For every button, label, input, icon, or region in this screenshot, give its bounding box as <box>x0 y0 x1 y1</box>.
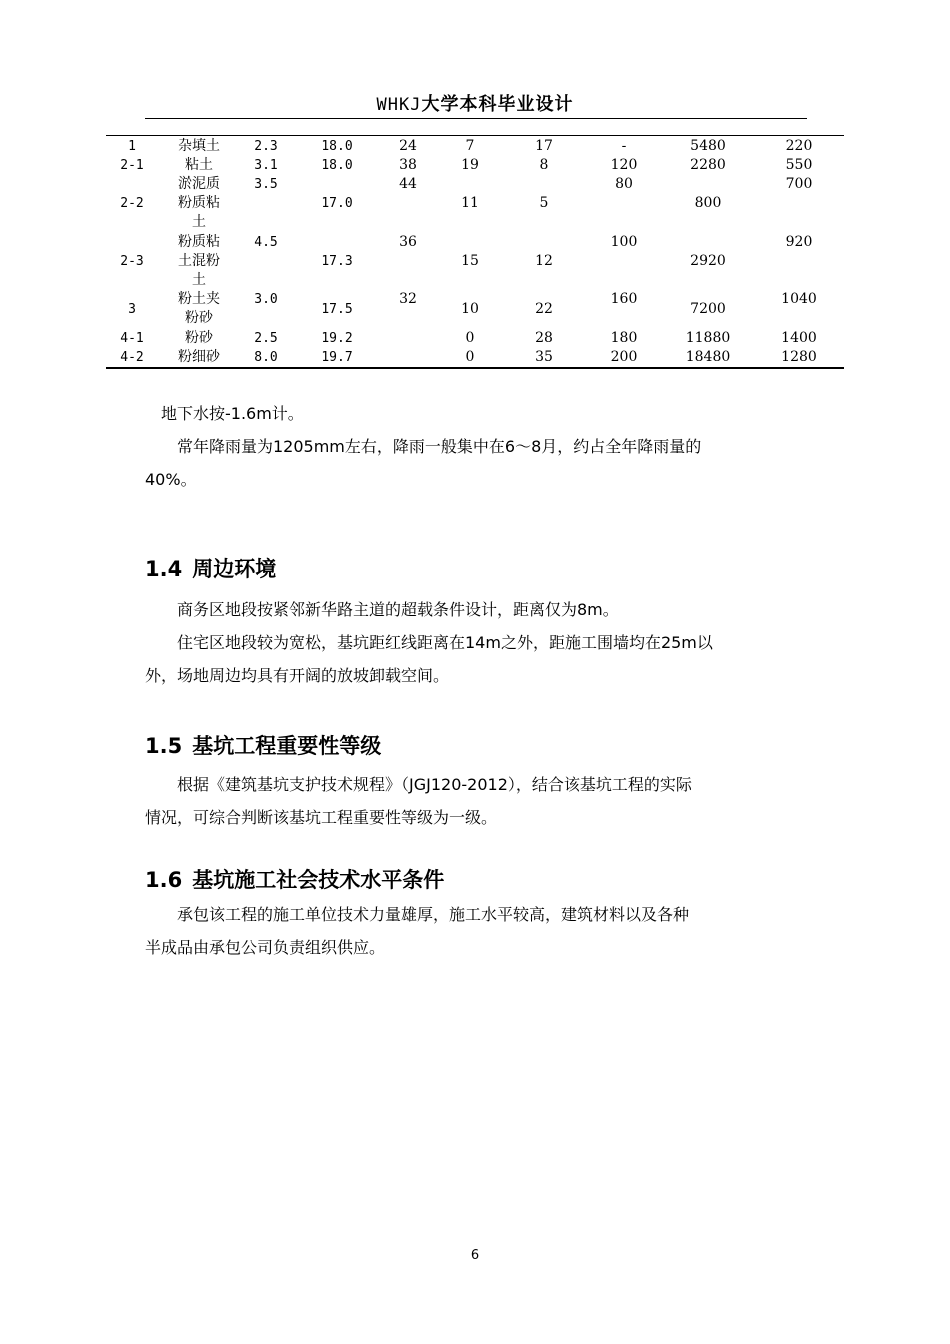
page-number: 6 <box>470 1248 480 1263</box>
table-cell-phi: 17 <box>535 138 553 154</box>
header-prefix: WHKJ <box>376 95 422 115</box>
table-cell-k: 180 <box>610 330 638 346</box>
table-cell-soil: 粉质粘 <box>178 195 220 211</box>
paragraph-line: 根据《建筑基坑支护技术规程》（JGJ120-2012），结合该基坑工程的实际 <box>177 775 692 794</box>
table-top-rule <box>106 135 844 136</box>
table-cell-gamma: 18.0 <box>321 158 353 173</box>
table-cell-c: 10 <box>461 301 479 317</box>
table-cell-fak: 220 <box>785 138 813 154</box>
rainfall-line: 常年降雨量为1205mm左右，降雨一般集中在6～8月，约占全年降雨量的 <box>177 437 702 456</box>
table-cell-fak: 920 <box>785 234 813 250</box>
table-cell-soil: 粉砂 <box>185 330 213 346</box>
table-bottom-rule <box>106 367 844 369</box>
table-cell-no: 4-2 <box>120 350 144 365</box>
table-cell-thick: 3.1 <box>254 158 278 173</box>
table-cell-fak: 1400 <box>781 330 817 346</box>
table-cell-es: 2920 <box>690 253 726 269</box>
table-cell-c: 7 <box>465 138 475 154</box>
table-cell-es: 18480 <box>685 349 731 365</box>
table-cell-phi: 5 <box>539 195 549 211</box>
table-cell-es: 11880 <box>685 330 731 346</box>
table-cell-c: 11 <box>461 195 479 211</box>
table-cell-soil: 淤泥质 <box>178 176 220 192</box>
table-cell-k: 100 <box>610 234 638 250</box>
section-title: 周边环境 <box>192 557 277 581</box>
table-cell-gamma: 18.0 <box>321 139 353 154</box>
table-cell-c: 0 <box>465 349 475 365</box>
table-cell-k: - <box>621 138 627 154</box>
table-cell-soil: 杂填土 <box>178 138 220 154</box>
table-cell-fak: 1040 <box>781 291 817 307</box>
table-cell-c: 15 <box>461 253 479 269</box>
table-cell-es: 7200 <box>690 301 726 317</box>
table-cell-no: 1 <box>128 139 136 154</box>
table-cell-thick: 2.5 <box>254 331 278 346</box>
table-cell-gamma: 19.7 <box>321 350 353 365</box>
section-heading-1-4 <box>145 553 276 583</box>
table-cell-thick: 8.0 <box>254 350 278 365</box>
paragraph-line: 情况，可综合判断该基坑工程重要性等级为一级。 <box>145 808 498 827</box>
table-cell-w: 32 <box>399 291 417 307</box>
table-cell-w: 38 <box>399 157 417 173</box>
section-title: 基坑工程重要性等级 <box>192 734 382 758</box>
table-cell-fak: 700 <box>785 176 813 192</box>
table-cell-phi: 12 <box>535 253 553 269</box>
section-heading-1-5 <box>145 730 381 760</box>
section-1-5-body <box>145 768 810 834</box>
table-cell-c: 19 <box>461 157 479 173</box>
table-cell-soil: 粉土夹 <box>178 291 220 307</box>
paragraph-line: 承包该工程的施工单位技术力量雄厚，施工水平较高，建筑材料以及各种 <box>177 905 690 924</box>
section-number: 1.5 <box>145 734 183 758</box>
section-number: 1.4 <box>145 557 183 581</box>
table-cell-soil: 粉质粘 <box>178 234 220 250</box>
table-cell-es: 800 <box>694 195 722 211</box>
groundwater-line: 地下水按-1.6m计。 <box>161 404 304 423</box>
rainfall-line-cont: 40%。 <box>145 470 197 489</box>
table-cell-soil: 粉细砂 <box>178 349 220 365</box>
table-cell-k: 80 <box>615 176 633 192</box>
section-heading-1-6 <box>145 864 444 894</box>
table-cell-soil: 土 <box>192 214 206 230</box>
table-cell-gamma: 19.2 <box>321 331 353 346</box>
table-cell-gamma: 17.3 <box>321 254 353 269</box>
page-header <box>0 90 950 116</box>
section-1-4-body <box>145 593 810 692</box>
table-cell-es: 2280 <box>690 157 726 173</box>
table-cell-thick: 2.3 <box>254 139 278 154</box>
table-cell-k: 120 <box>610 157 638 173</box>
table-cell-no: 2-2 <box>120 196 144 211</box>
header-title: 大学本科毕业设计 <box>421 94 574 115</box>
table-cell-k: 160 <box>610 291 638 307</box>
table-cell-no: 2-3 <box>120 254 144 269</box>
table-cell-soil: 土 <box>192 272 206 288</box>
section-title: 基坑施工社会技术水平条件 <box>192 868 445 892</box>
table-cell-thick: 3.0 <box>254 292 278 307</box>
table-cell-k: 200 <box>610 349 638 365</box>
paragraph-line: 半成品由承包公司负责组织供应。 <box>145 938 386 957</box>
table-cell-w: 24 <box>399 138 417 154</box>
table-cell-es: 5480 <box>690 138 726 154</box>
paragraph-line: 商务区地段按紧邻新华路主道的超载条件设计，距离仅为8m。 <box>177 600 619 619</box>
table-cell-phi: 35 <box>535 349 553 365</box>
table-cell-thick: 3.5 <box>254 177 278 192</box>
paragraph-line: 住宅区地段较为宽松，基坑距红线距离在14m之外，距施工围墙均在25m以 <box>177 633 713 652</box>
table-cell-no: 3 <box>128 302 136 317</box>
groundwater-paragraph <box>145 397 810 496</box>
table-cell-thick: 4.5 <box>254 235 278 250</box>
table-cell-c: 0 <box>465 330 475 346</box>
table-cell-fak: 550 <box>785 157 813 173</box>
section-number: 1.6 <box>145 868 183 892</box>
table-cell-fak: 1280 <box>781 349 817 365</box>
table-cell-phi: 8 <box>539 157 549 173</box>
table-cell-soil: 土混粉 <box>178 253 220 269</box>
table-cell-soil: 粘土 <box>185 157 213 173</box>
table-cell-no: 4-1 <box>120 331 144 346</box>
table-cell-soil: 粉砂 <box>185 310 213 326</box>
table-cell-no: 2-1 <box>120 158 144 173</box>
table-cell-gamma: 17.5 <box>321 302 353 317</box>
table-cell-phi: 22 <box>535 301 553 317</box>
table-cell-gamma: 17.0 <box>321 196 353 211</box>
section-1-6-body <box>145 898 810 964</box>
paragraph-line: 外，场地周边均具有开阔的放坡卸载空间。 <box>145 666 450 685</box>
table-cell-phi: 28 <box>535 330 553 346</box>
header-rule <box>145 118 807 119</box>
table-cell-w: 36 <box>399 234 417 250</box>
table-cell-w: 44 <box>399 176 417 192</box>
